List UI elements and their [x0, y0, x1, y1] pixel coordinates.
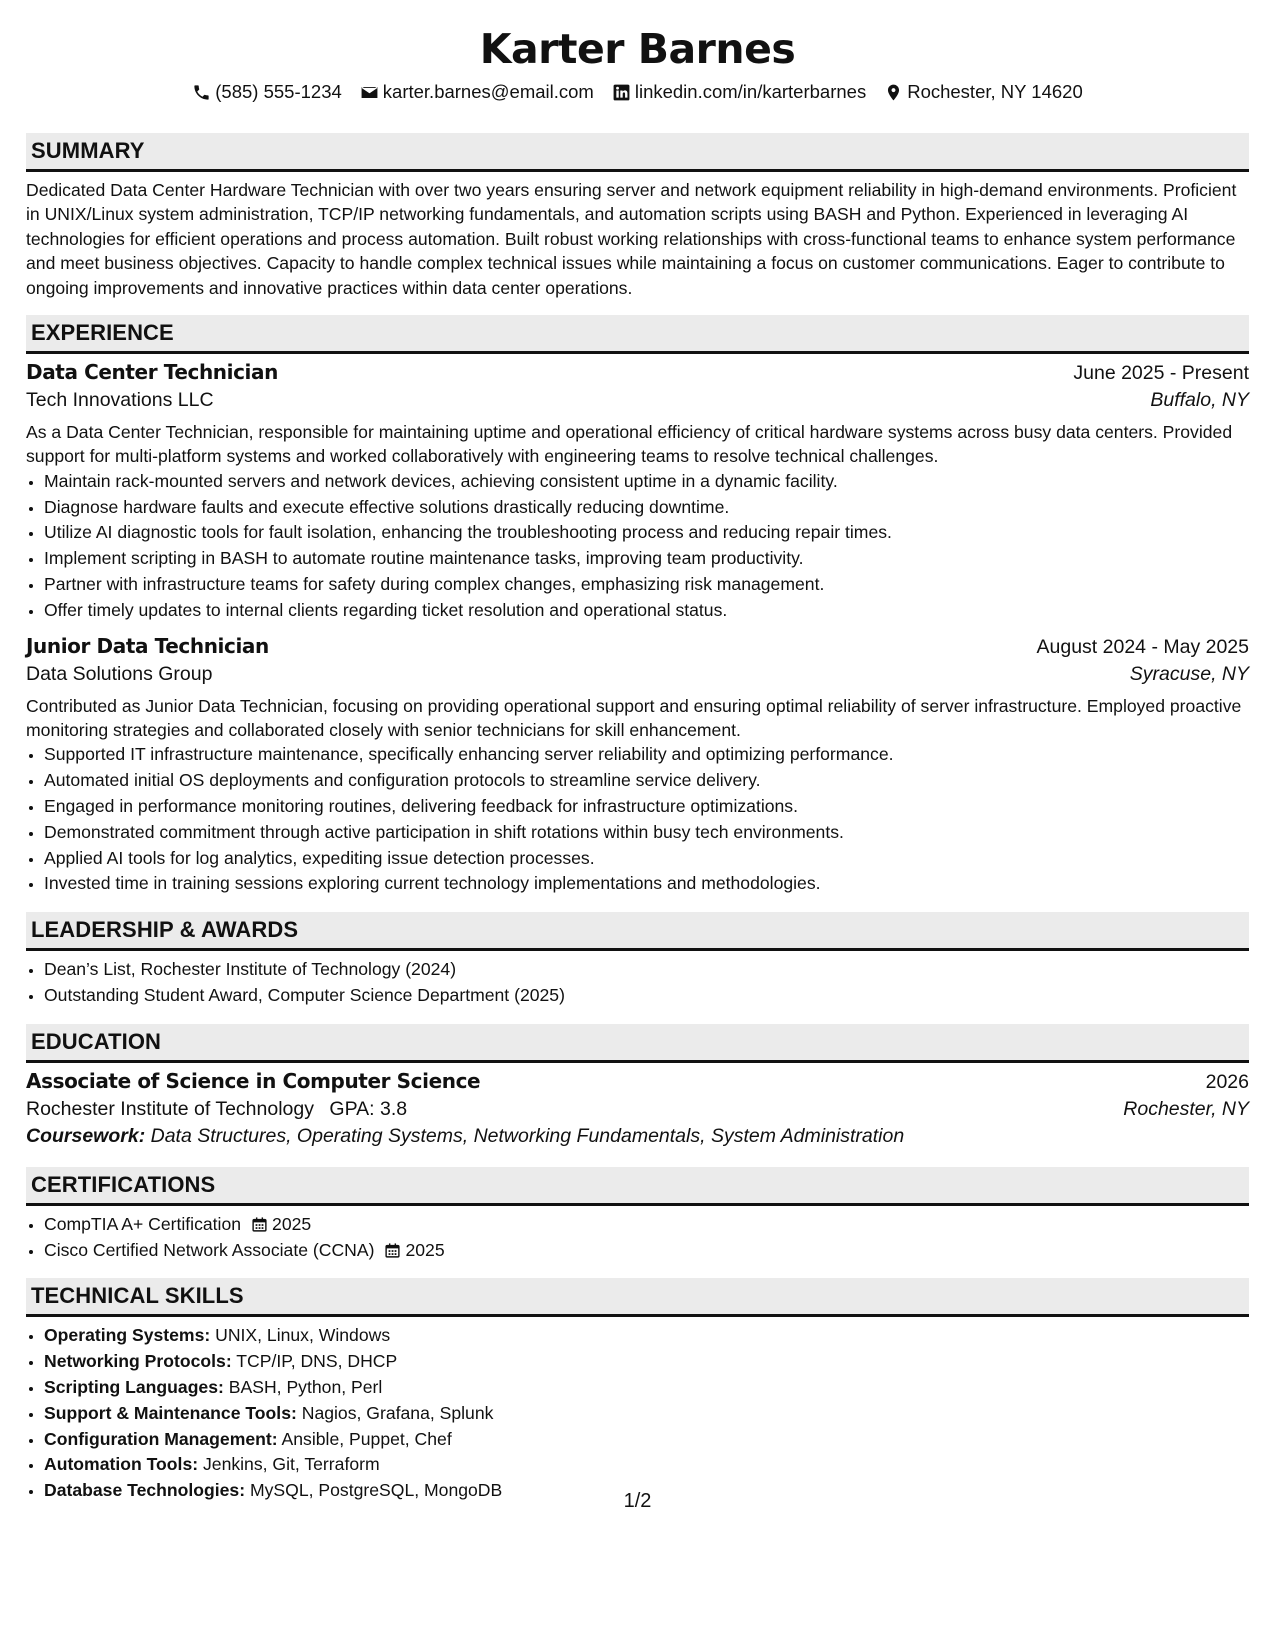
- awards-section: [26, 912, 1249, 1009]
- certification-year: 2025: [405, 1239, 445, 1260]
- job-header-row: [26, 634, 1249, 659]
- list-item: [44, 1401, 1249, 1427]
- section-heading-skills: TECHNICAL SKILLS: [26, 1278, 1249, 1317]
- job-title: Junior Data Technician: [26, 633, 269, 658]
- list-item: [44, 1452, 1249, 1478]
- skills-section: [26, 1278, 1249, 1504]
- list-item: • Partner with infrastructure teams for safety during complex changes, emphasizing risk management.: [44, 572, 1249, 598]
- list-item: [44, 1375, 1249, 1401]
- summary-section: [26, 133, 1249, 300]
- job-title: Data Center Technician: [26, 360, 278, 385]
- list-item: [44, 1427, 1249, 1453]
- list-item: • Applied AI tools for log analytics, expediting issue detection processes.: [44, 846, 1249, 872]
- phone-text: (585) 555-1234: [215, 81, 342, 102]
- skill-category: Database Technologies:: [44, 1480, 246, 1501]
- list-item: • Utilize AI diagnostic tools for fault isolation, enhancing the troubleshooting process and reducing repair times.: [44, 520, 1249, 546]
- awards-list: [26, 957, 1249, 1009]
- job-company-row: [26, 389, 1249, 412]
- skill-values: Nagios, Grafana, Splunk: [301, 1402, 494, 1423]
- list-item: • Automated initial OS deployments and configuration protocols to streamline service delivery.: [44, 768, 1249, 794]
- skill-values: TCP/IP, DNS, DHCP: [236, 1351, 398, 1372]
- education-section: [26, 1024, 1249, 1148]
- list-item: • Dean’s List, Rochester Institute of Technology (2024): [44, 957, 1249, 983]
- skills-list: [26, 1323, 1249, 1504]
- envelope-icon: [360, 83, 379, 102]
- job-description: Contributed as Junior Data Technician, focusing on providing operational support and ensuring optimal reliability of server infrastructure. Employed proactive monitoring strategies and collaborated closely with senior technicians for skill enhancement.: [26, 695, 1242, 741]
- calendar-icon: [384, 1242, 401, 1259]
- job-dates: August 2024 - May 2025: [1036, 635, 1249, 658]
- skill-category: Automation Tools:: [44, 1454, 199, 1475]
- list-item: • Diagnose hardware faults and execute effective solutions drastically reducing downtime.: [44, 495, 1249, 521]
- job-company: Tech Innovations LLC: [26, 389, 214, 412]
- list-item: [44, 1238, 1249, 1264]
- skill-values: UNIX, Linux, Windows: [215, 1325, 391, 1346]
- education-header-row: [26, 1069, 1249, 1094]
- certification-year: 2025: [272, 1213, 312, 1234]
- certification-name: Cisco Certified Network Associate (CCNA): [44, 1239, 375, 1260]
- job-dates: June 2025 - Present: [1073, 362, 1249, 385]
- list-item: • Outstanding Student Award, Computer Science Department (2025): [44, 983, 1249, 1009]
- list-item: • Invested time in training sessions exploring current technology implementations and methodologies.: [44, 871, 1249, 897]
- list-item: • Engaged in performance monitoring routines, delivering feedback for infrastructure optimizations.: [44, 794, 1249, 820]
- job-description: As a Data Center Technician, responsible for maintaining uptime and operational efficiency of critical hardware systems across busy data centers. Provided support for multi-platform systems and worked collaboratively with engineering teams to resolve technical challenges.: [26, 422, 1233, 467]
- list-item: • Maintain rack-mounted servers and network devices, achieving consistent uptime in a dynamic facility.: [44, 469, 1249, 495]
- skill-category: Operating Systems:: [44, 1325, 211, 1346]
- contact-phone: [192, 81, 342, 103]
- job-location: Buffalo, NY: [1150, 389, 1249, 412]
- certifications-list: [26, 1212, 1249, 1264]
- location-text: Rochester, NY 14620: [907, 81, 1083, 102]
- list-item: [44, 1212, 1249, 1238]
- contact-bar: [26, 79, 1249, 105]
- education-school-row: [26, 1098, 1249, 1121]
- page-number: 1/2: [623, 1490, 652, 1512]
- linkedin-link[interactable]: linkedin.com/in/karterbarnes: [634, 81, 867, 102]
- school-line: [26, 1098, 407, 1121]
- section-heading-awards: LEADERSHIP & AWARDS: [26, 912, 1249, 951]
- skill-category: Scripting Languages:: [44, 1377, 224, 1397]
- section-heading-summary: SUMMARY: [26, 133, 1249, 172]
- skill-category: Support & Maintenance Tools:: [44, 1402, 297, 1423]
- list-item: [44, 1349, 1249, 1375]
- linkedin-icon: [612, 83, 631, 102]
- job-location: Syracuse, NY: [1129, 662, 1249, 685]
- job-company-row: [26, 663, 1249, 686]
- list-item: [44, 1323, 1249, 1349]
- contact-email[interactable]: [360, 81, 594, 103]
- coursework-label: Coursework:: [26, 1124, 146, 1147]
- coursework-line: [26, 1125, 1249, 1148]
- skill-values: MySQL, PostgreSQL, MongoDB: [249, 1480, 503, 1501]
- map-marker-icon: [884, 83, 903, 102]
- resume-page: [26, 0, 1249, 1504]
- list-item: • Offer timely updates to internal clients regarding ticket resolution and operational status.: [44, 598, 1249, 624]
- coursework-list: Data Structures, Operating Systems, Networking Fundamentals, System Administration: [150, 1124, 905, 1147]
- section-heading-certifications: CERTIFICATIONS: [26, 1167, 1249, 1206]
- job-entry: [26, 360, 1249, 624]
- skill-category: Networking Protocols:: [44, 1351, 232, 1372]
- job-bullets: [26, 469, 1249, 624]
- gpa: GPA: 3.8: [329, 1097, 408, 1120]
- job-bullets: [26, 742, 1249, 897]
- summary-text: Dedicated Data Center Hardware Technician with over two years ensuring server and network equipment reliability in high-demand environments. Proficient in UNIX/Linux system administration, TCP/IP networking fundamentals, and automation scripts using BASH and Python. Experienced in leveraging AI technologies for efficient operations and process automation. Built robust working relationships with cross-functional teams to enhance system performance and meet business objectives. Capacity to handle complex technical issues while maintaining a focus on customer communications. Eager to contribute to ongoing improvements and innovative practices within data center operations.: [26, 180, 1237, 298]
- school-location: Rochester, NY: [1123, 1097, 1249, 1120]
- graduation-year: 2026: [1205, 1070, 1249, 1093]
- certification-name: CompTIA A+ Certification: [44, 1213, 242, 1234]
- list-item: • Supported IT infrastructure maintenance, specifically enhancing server reliability and optimizing performance.: [44, 742, 1249, 768]
- skill-values: BASH, Python, Perl: [228, 1377, 383, 1397]
- phone-icon: [192, 83, 211, 102]
- email-link[interactable]: karter.barnes@email.com: [382, 81, 594, 102]
- contact-linkedin[interactable]: [612, 81, 866, 103]
- candidate-name: Karter Barnes: [479, 25, 796, 73]
- skill-values: Ansible, Puppet, Chef: [281, 1428, 452, 1449]
- certifications-section: [26, 1167, 1249, 1264]
- section-heading-experience: EXPERIENCE: [26, 315, 1249, 354]
- experience-section: [26, 315, 1249, 897]
- list-item: • Demonstrated commitment through active participation in shift rotations within busy tech environments.: [44, 820, 1249, 846]
- degree-title: Associate of Science in Computer Science: [26, 1068, 481, 1093]
- skill-values: Jenkins, Git, Terraform: [202, 1454, 380, 1475]
- calendar-icon: [251, 1216, 268, 1233]
- section-heading-education: EDUCATION: [26, 1024, 1249, 1063]
- contact-location: [884, 81, 1083, 103]
- job-header-row: [26, 360, 1249, 385]
- job-company: Data Solutions Group: [26, 662, 213, 685]
- school-name: Rochester Institute of Technology: [26, 1097, 314, 1120]
- skill-category: Configuration Management:: [44, 1428, 278, 1449]
- job-entry: [26, 634, 1249, 898]
- list-item: • Implement scripting in BASH to automate routine maintenance tasks, improving team productivity.: [44, 546, 1249, 572]
